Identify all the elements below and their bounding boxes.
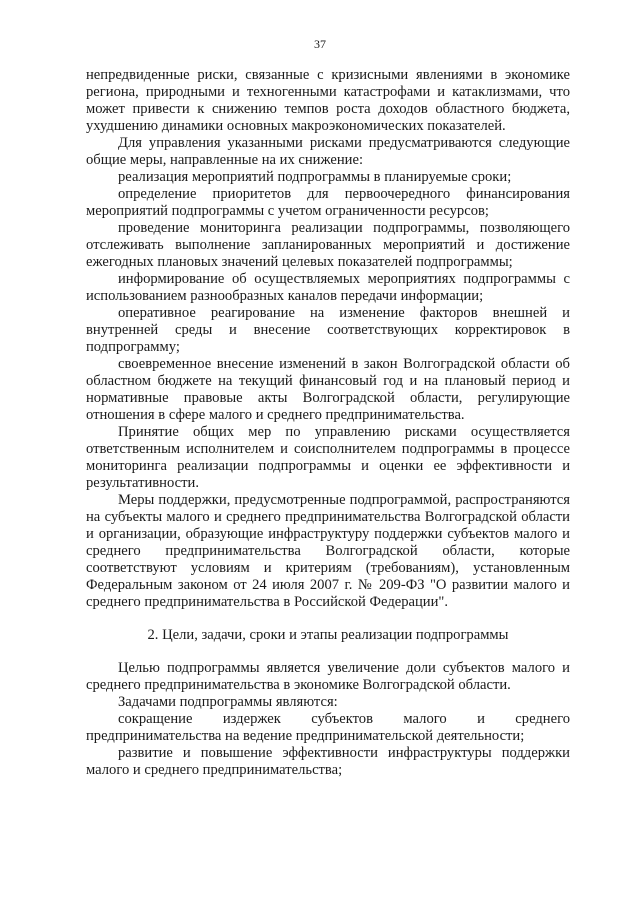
list-item-measure: оперативное реагирование на изменение факторов внешней и внутренней среды и внесение соответствующих корректировок в подпрограмму; — [86, 305, 570, 355]
paragraph-goal: Целью подпрограммы является увеличение доли субъектов малого и среднего предпринимательства в экономике Волгоградской области. — [86, 660, 570, 693]
list-item-task: сокращение издержек субъектов малого и среднего предпринимательства на ведение предпринимательской деятельности; — [86, 711, 570, 744]
list-item-measure: своевременное внесение изменений в закон Волгоградской области об областном бюджете на текущий финансовый год и на плановый период и нормативные правовые акты Волгоградской области, регулирующие отношения в сфере малого и среднего предпринимательства. — [86, 356, 570, 423]
paragraph-tasks-intro: Задачами подпрограммы являются: — [118, 694, 338, 710]
section-heading: 2. Цели, задачи, сроки и этапы реализации подпрограммы — [147, 627, 509, 643]
paragraph-risk-management: Принятие общих мер по управлению рисками осуществляется ответственным исполнителем и соисполнителем подпрограммы в процессе мониторинга реализации подпрограммы и оценки ее эффективности и результативности. — [86, 424, 570, 491]
list-item-measure: определение приоритетов для первоочередного финансирования мероприятий подпрограммы с учетом ограниченности ресурсов; — [86, 186, 570, 219]
list-item-task: развитие и повышение эффективности инфраструктуры поддержки малого и среднего предпринимательства; — [86, 745, 570, 778]
paragraph-risk-measures-intro: Для управления указанными рисками предусматриваются следующие общие меры, направленные на их снижение: — [86, 135, 570, 168]
list-item-measure: проведение мониторинга реализации подпрограммы, позволяющего отслеживать выполнение запланированных мероприятий и достижение ежегодных плановых значений целевых показателей подпрограммы; — [86, 220, 570, 270]
list-item-measure: информирование об осуществляемых мероприятиях подпрограммы с использованием разнообразных каналов передачи информации; — [86, 271, 570, 304]
paragraph-risks-continued: непредвиденные риски, связанные с кризисными явлениями в экономике региона, природными и техногенными катастрофами и катаклизмами, что может привести к снижению темпов роста доходов областного бюджета, ухудшению динамики основных макроэкономических показателей. — [86, 67, 570, 134]
page-number: 37 — [314, 37, 326, 51]
paragraph-support-measures: Меры поддержки, предусмотренные подпрограммой, распространяются на субъекты малого и среднего предпринимательства Волгоградской области и организации, образующие инфраструктуру поддержки субъектов малого и среднего предпринимательства Волгоградской области, которые соответствуют условиям и критериям (требованиям), установленным Федеральным законом от 24 июля 2007 г. № 209-ФЗ "О развитии малого и среднего предпринимательства в Российской Федерации". — [86, 492, 570, 610]
document-body — [86, 67, 570, 779]
list-item-measure: реализация мероприятий подпрограммы в планируемые сроки; — [118, 169, 512, 185]
